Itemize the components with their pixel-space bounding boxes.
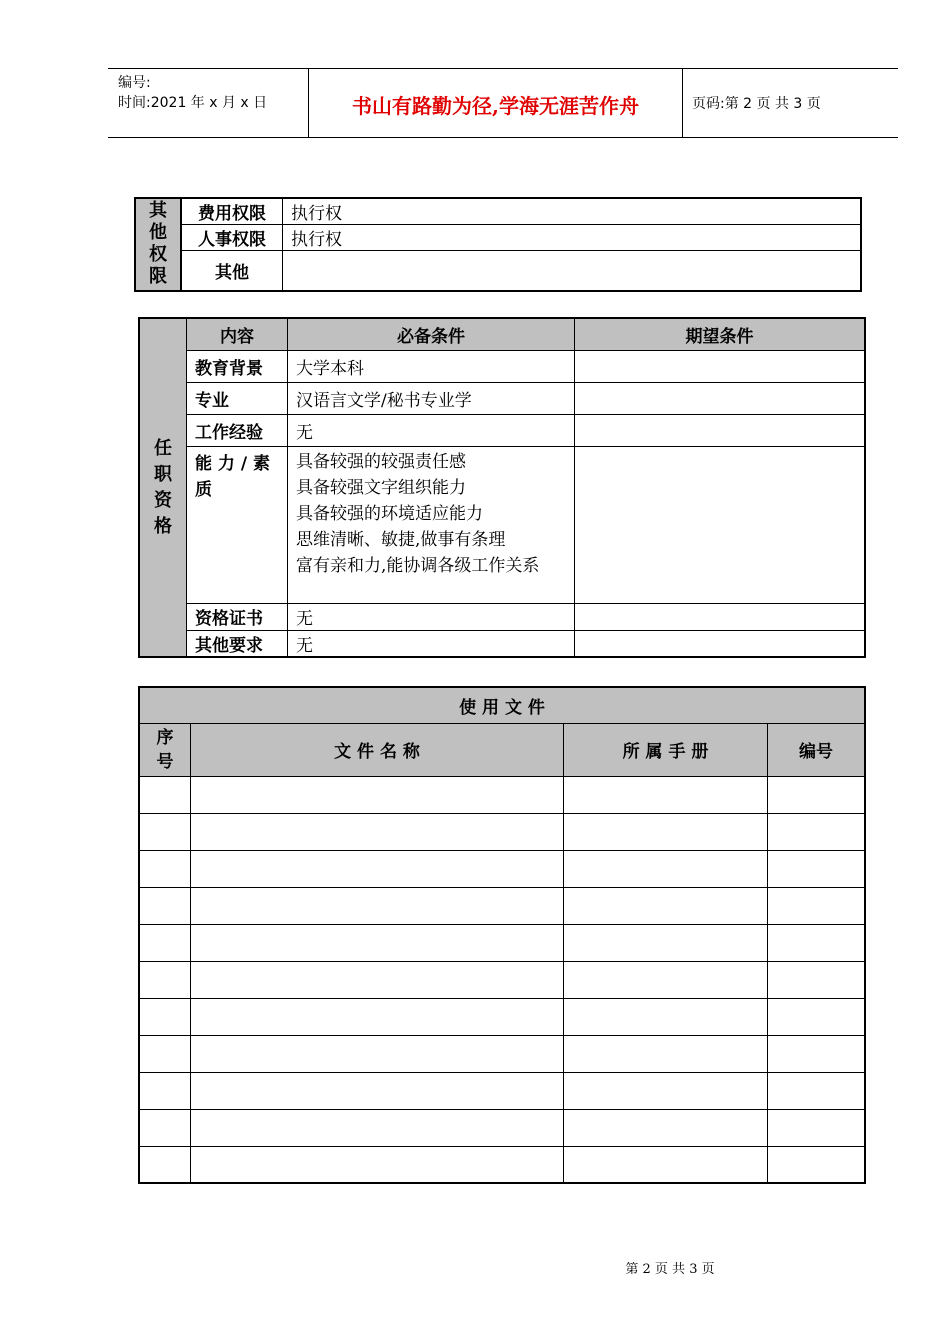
table-cell [564, 1035, 768, 1072]
table-cell [564, 813, 768, 850]
col-header-required: 必备条件 [288, 318, 575, 350]
table-cell [191, 1146, 564, 1183]
page-header [108, 68, 898, 138]
table-cell [191, 1072, 564, 1109]
qualification-label: 专业 [187, 382, 288, 414]
table-cell [564, 1146, 768, 1183]
qualification-label: 其他要求 [187, 630, 288, 657]
col-header-number: 编号 [768, 723, 866, 776]
table-cell [768, 887, 866, 924]
table-cell [139, 1109, 191, 1146]
table-cell [191, 1035, 564, 1072]
table-cell [564, 887, 768, 924]
number-label: 编号: [118, 75, 151, 91]
authority-value: 执行权 [283, 198, 862, 225]
motto: 书山有路勤为径,学海无涯苦作舟 [352, 94, 639, 118]
table-cell [139, 887, 191, 924]
other-authority-table [134, 197, 862, 292]
table-row [139, 776, 865, 813]
table-cell [191, 924, 564, 961]
qualification-label: 能 力 / 素 质 [187, 446, 288, 603]
ability-line: 富有亲和力,能协调各级工作关系 [296, 555, 540, 576]
table-cell [191, 998, 564, 1035]
qualification-expected [575, 603, 866, 630]
ability-line: 具备较强的环境适应能力 [296, 503, 483, 524]
table-row [139, 1146, 865, 1183]
table-cell [191, 887, 564, 924]
table-cell [564, 776, 768, 813]
other-authority-section-label: 其他权限 [135, 198, 181, 291]
table-row [139, 961, 865, 998]
table-cell [139, 1146, 191, 1183]
table-cell [139, 961, 191, 998]
qualification-required: 汉语言文学/秘书专业学 [288, 382, 575, 414]
qualification-required: 大学本科 [288, 350, 575, 382]
table-row [139, 850, 865, 887]
table-cell [139, 813, 191, 850]
table-row [139, 924, 865, 961]
table-cell [564, 924, 768, 961]
table-cell [139, 998, 191, 1035]
table-cell [768, 924, 866, 961]
table-row [139, 1035, 865, 1072]
table-cell [191, 813, 564, 850]
qualification-expected [575, 414, 866, 446]
table-row [139, 1072, 865, 1109]
table-cell [139, 776, 191, 813]
authority-label: 其他 [181, 251, 283, 291]
qualification-required: 无 [288, 603, 575, 630]
qualification-required-list [288, 446, 575, 603]
time-label: 时间:2021 年 x 月 x 日 [118, 95, 268, 111]
table-cell [768, 1146, 866, 1183]
authority-label: 人事权限 [181, 225, 283, 251]
table-cell [768, 1072, 866, 1109]
qualification-expected [575, 446, 866, 603]
table-cell [139, 924, 191, 961]
table-cell [768, 998, 866, 1035]
document-rows [139, 776, 865, 1183]
col-header-content: 内容 [187, 318, 288, 350]
table-cell [768, 961, 866, 998]
col-header-seq: 序号 [139, 723, 191, 776]
qualification-label: 资格证书 [187, 603, 288, 630]
table-row [139, 887, 865, 924]
ability-line: 思维清晰、敏捷,做事有条理 [296, 529, 506, 550]
documents-title: 使 用 文 件 [139, 687, 865, 723]
documents-table [138, 686, 866, 1184]
qualification-required: 无 [288, 630, 575, 657]
ability-line: 具备较强的较强责任感 [296, 451, 466, 472]
table-cell [768, 1035, 866, 1072]
table-cell [139, 1072, 191, 1109]
table-cell [564, 1109, 768, 1146]
authority-value [283, 251, 862, 291]
page-info: 页码:第 2 页 共 3 页 [692, 96, 821, 112]
qualification-expected [575, 382, 866, 414]
table-cell [564, 1072, 768, 1109]
qualification-expected [575, 630, 866, 657]
qualification-expected [575, 350, 866, 382]
table-row [139, 998, 865, 1035]
header-meta [118, 73, 267, 113]
table-cell [768, 813, 866, 850]
table-cell [768, 776, 866, 813]
table-cell [191, 961, 564, 998]
qualifications-table [138, 317, 866, 658]
page-footer: 第 2 页 共 3 页 [625, 1262, 715, 1277]
table-cell [768, 850, 866, 887]
ability-line: 具备较强文字组织能力 [296, 477, 466, 498]
table-cell [191, 776, 564, 813]
table-cell [564, 850, 768, 887]
table-row [139, 813, 865, 850]
table-cell [191, 850, 564, 887]
authority-value: 执行权 [283, 225, 862, 251]
table-cell [768, 1109, 866, 1146]
table-cell [564, 961, 768, 998]
table-cell [191, 1109, 564, 1146]
qualification-label: 工作经验 [187, 414, 288, 446]
table-row [139, 1109, 865, 1146]
col-header-doc-name: 文 件 名 称 [191, 723, 564, 776]
table-cell [139, 1035, 191, 1072]
table-cell [139, 850, 191, 887]
qualifications-section-label: 任职资格 [139, 318, 187, 657]
col-header-expected: 期望条件 [575, 318, 866, 350]
table-cell [564, 998, 768, 1035]
qualification-label: 教育背景 [187, 350, 288, 382]
authority-label: 费用权限 [181, 198, 283, 225]
qualification-required: 无 [288, 414, 575, 446]
col-header-manual: 所 属 手 册 [564, 723, 768, 776]
